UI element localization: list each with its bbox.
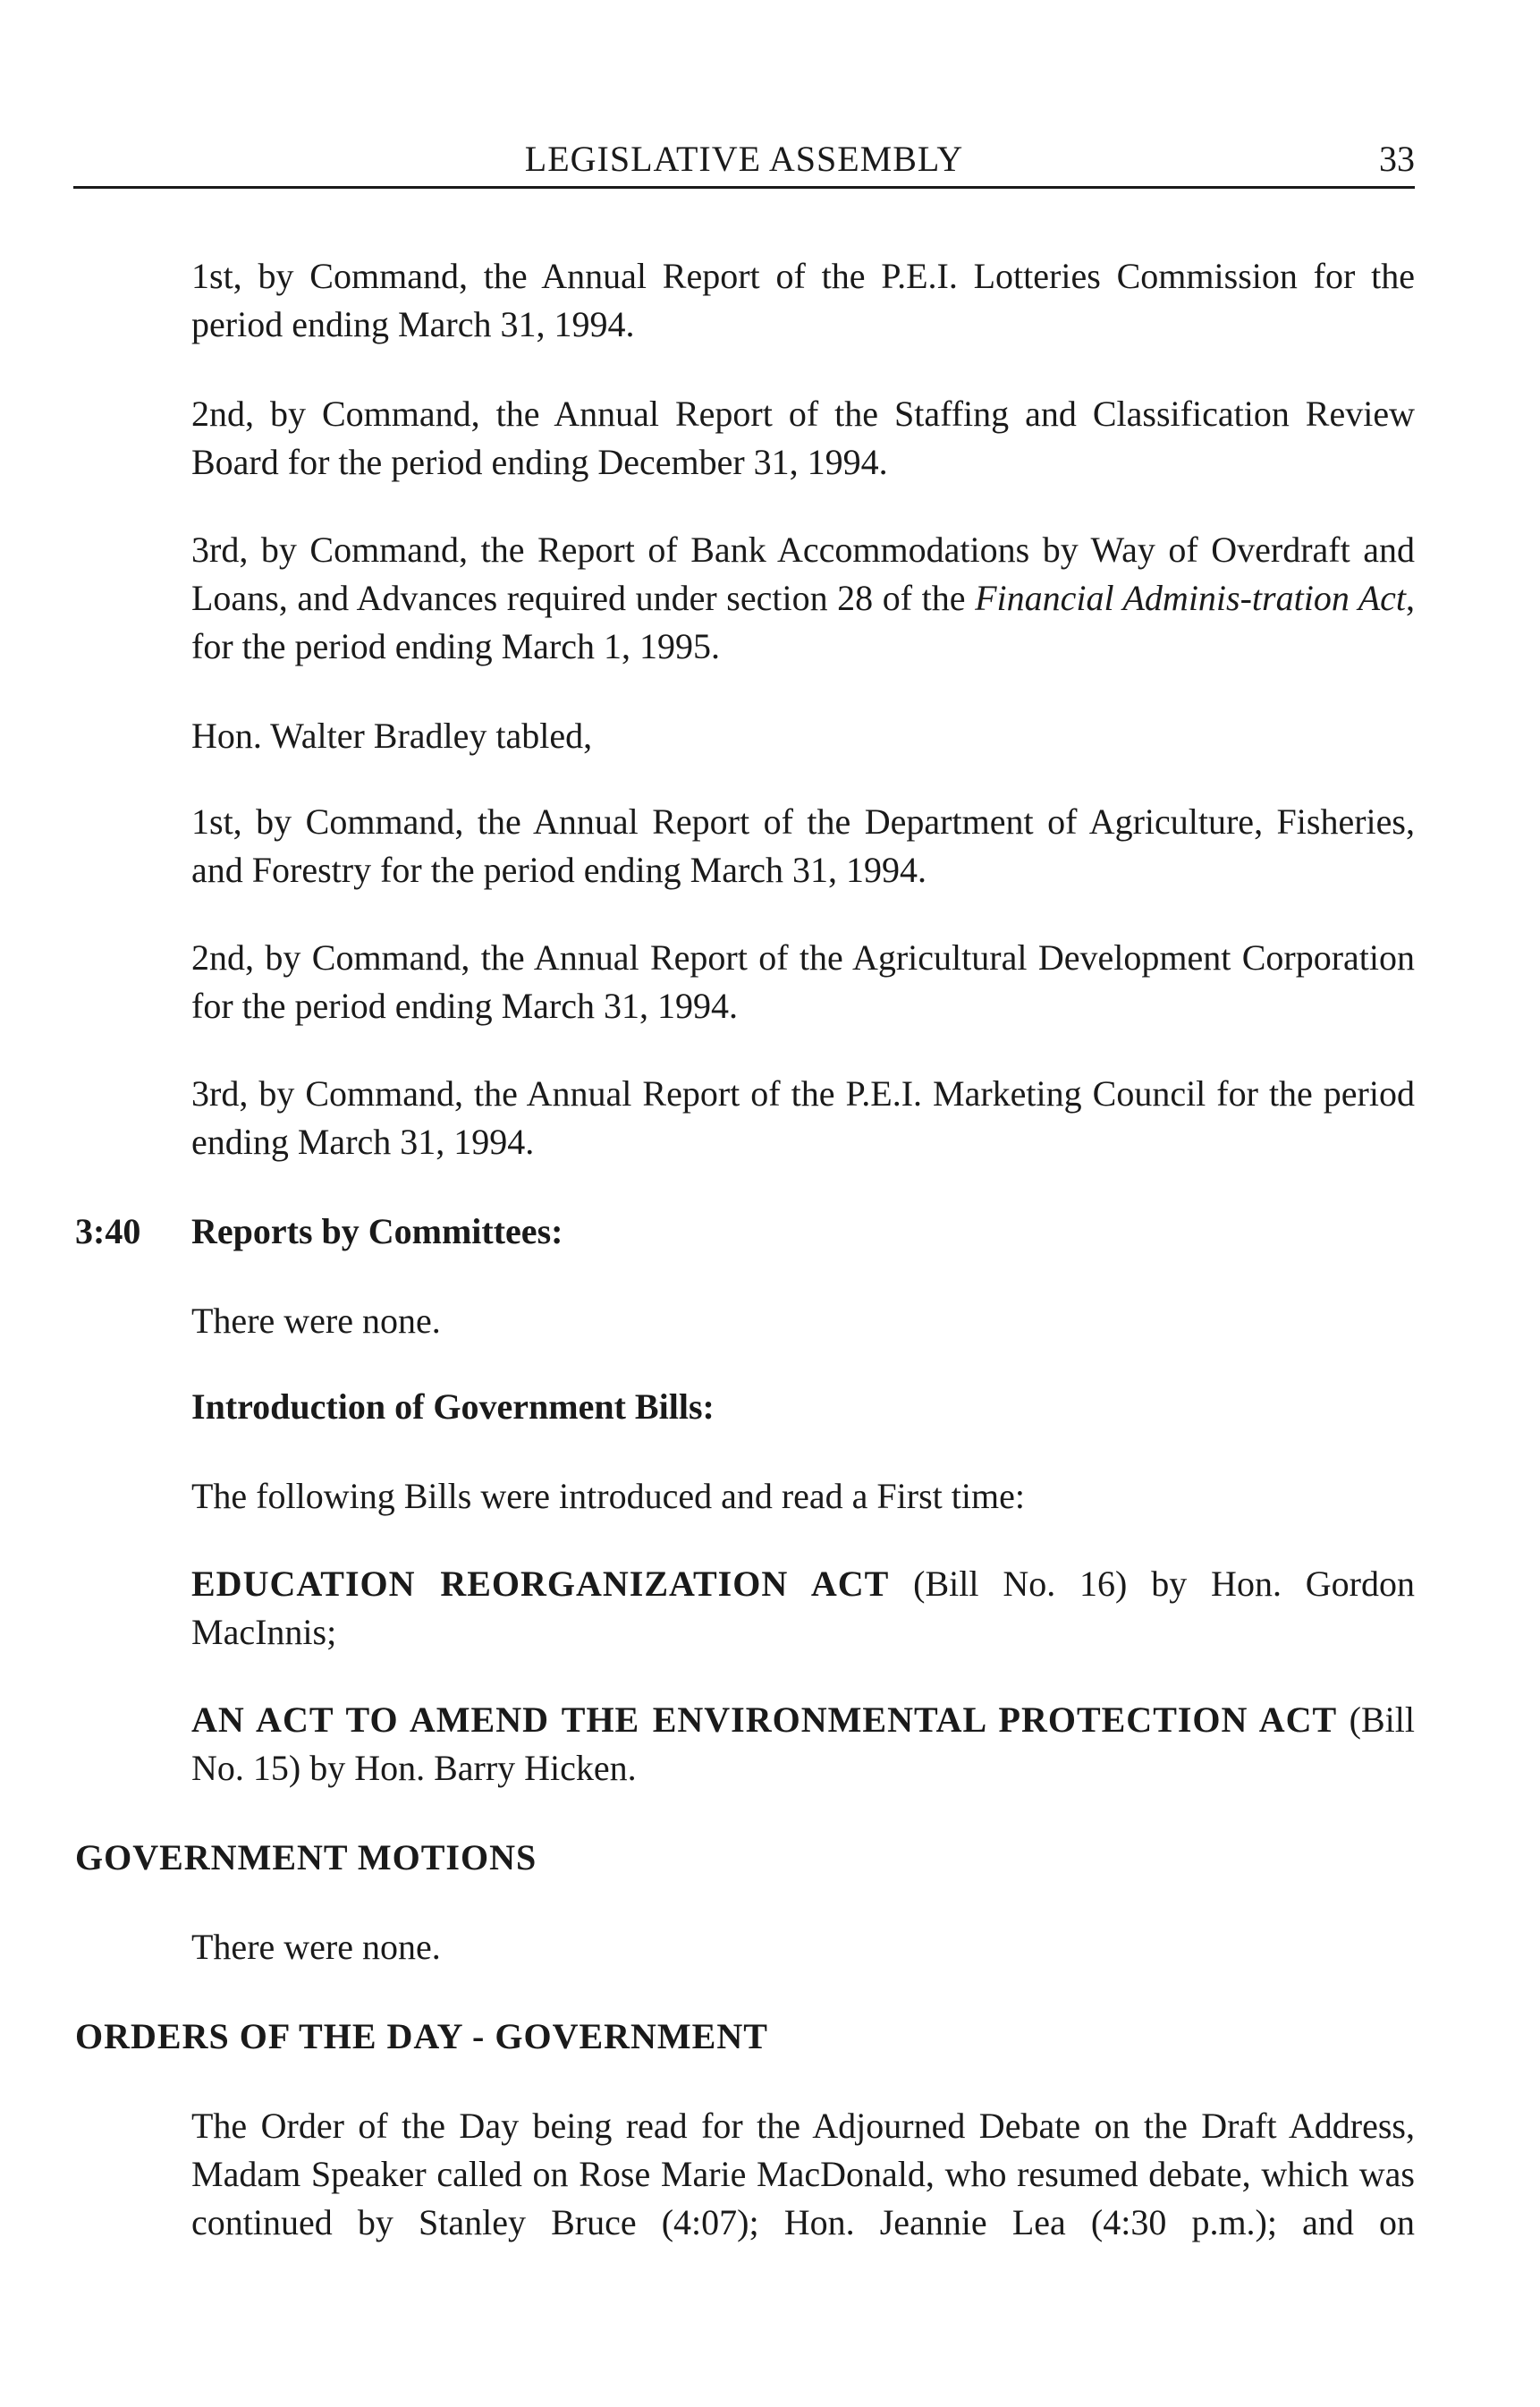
bills-intro: The following Bills were introduced and read a First time: [191, 1476, 1025, 1516]
page-number: 33 [1379, 139, 1415, 179]
orders-of-day-text: The Order of the Day being read for the Adjourned Debate on the Draft Address, Madam Speaker called on Rose Marie MacDonald, who resumed debate, which was continued by Stanley Bruce (4:07); Hon. Jeannie Lea (4:30 p.m.); and on [191, 2106, 1415, 2242]
bill-16-details: (Bill No. 16) by Hon. Gordon MacInnis; [191, 1564, 1415, 1652]
committees-heading: Reports by Committees: [191, 1211, 563, 1251]
tabled-item-6: 3rd, by Command, the Annual Report of the P.E.I. Marketing Council for the period ending March 31, 1994. [191, 1073, 1415, 1162]
bills-heading: Introduction of Government Bills: [191, 1386, 715, 1427]
tabled-item-3 [191, 526, 1415, 671]
tabled-item-1: 1st, by Command, the Annual Report of the P.E.I. Lotteries Commission for the period ending March 31, 1994. [191, 256, 1415, 344]
page-header [73, 134, 1415, 184]
act-title-italic: Financial Adminis-tration Act [975, 578, 1406, 618]
bill-15 [191, 1696, 1415, 1793]
orders-of-day-heading: ORDERS OF THE DAY - GOVERNMENT [75, 2016, 768, 2056]
bill-16 [191, 1560, 1415, 1657]
tabled-item-5: 2nd, by Command, the Annual Report of the Agricultural Development Corporation for the period ending March 31, 1994. [191, 937, 1415, 1026]
header-rule [73, 186, 1415, 189]
bill-15-title: AN ACT TO AMEND THE ENVIRONMENTAL PROTECTION ACT [191, 1699, 1338, 1740]
government-motions-heading: GOVERNMENT MOTIONS [75, 1837, 537, 1877]
bill-15-details: (Bill No. 15) by Hon. Barry Hicken. [191, 1699, 1415, 1788]
tabled-item-3-text: 3rd, by Command, the Report of Bank Accommodations by Way of Overdraft and Loans, and Advances required under section 28 of the [191, 530, 1415, 618]
bill-16-title: EDUCATION REORGANIZATION ACT [191, 1564, 890, 1604]
tabled-item-3-end: , for the period ending March 1, 1995. [191, 578, 1415, 666]
running-title: LEGISLATIVE ASSEMBLY [524, 139, 964, 179]
tabled-item-4: 1st, by Command, the Annual Report of the Department of Agriculture, Fisheries, and Forestry for the period ending March 31, 1994. [191, 801, 1415, 890]
tabled-by-line: Hon. Walter Bradley tabled, [191, 716, 593, 756]
tabled-item-2: 2nd, by Command, the Annual Report of the Staffing and Classification Review Board for the period ending December 31, 1994. [191, 394, 1415, 482]
committees-text: There were none. [191, 1301, 441, 1341]
government-motions-text: There were none. [191, 1927, 441, 1967]
time-marker: 3:40 [75, 1211, 141, 1251]
